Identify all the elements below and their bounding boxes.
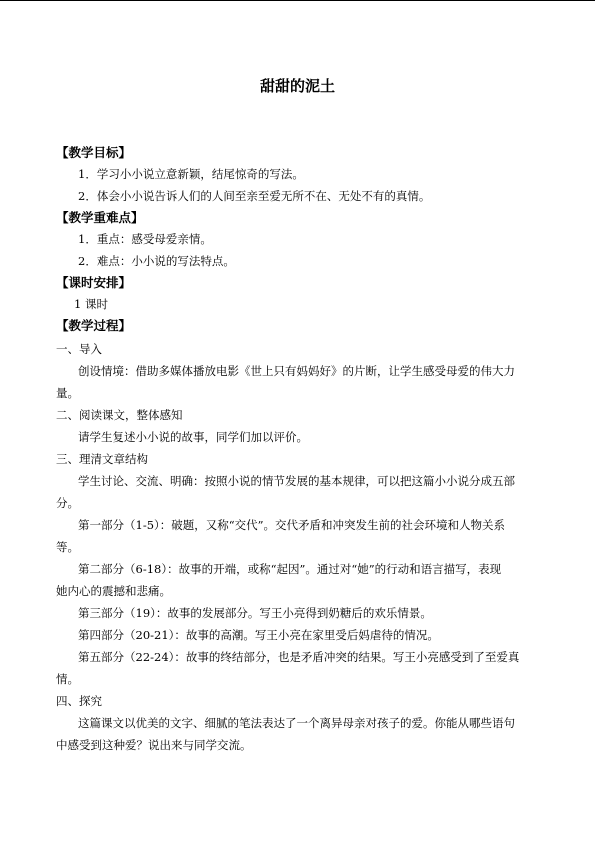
paragraph: 等。: [56, 540, 79, 554]
goal-item: 1．学习小小说立意新颖，结尾惊奇的写法。: [78, 167, 304, 181]
section-title: 四、探究: [56, 694, 102, 708]
paragraph: 第五部分（22-24）：故事的终结部分，也是矛盾冲突的结果。写王小亮感受到了至爱真: [78, 650, 520, 664]
key-points-heading: 【教学重难点】: [56, 210, 144, 225]
goals-heading: 【教学目标】: [56, 145, 132, 160]
paragraph: 中感受到这种爱？说出来与同学交流。: [56, 738, 252, 752]
paragraph: 第四部分（20-21）：故事的高潮。写王小亮在家里受后妈虐待的情况。: [78, 628, 439, 642]
paragraph: 请学生复述小小说的故事，同学们加以评价。: [78, 430, 308, 444]
paragraph: 第一部分（1-5）：破题，又称“交代”。交代矛盾和冲突发生前的社会环境和人物关系: [78, 518, 506, 532]
paragraph: 第二部分（6-18）：故事的开端，或称“起因”。通过对“她”的行动和语言描写，表现: [78, 562, 502, 576]
document-title: 甜甜的泥土: [259, 77, 335, 95]
process-heading: 【教学过程】: [56, 318, 132, 333]
paragraph: 量。: [56, 386, 79, 400]
section-title: 一、导入: [56, 342, 102, 356]
paragraph: 创设情境：借助多媒体播放电影《世上只有妈妈好》的片断，让学生感受母爱的伟大力: [78, 364, 515, 378]
section-title: 二、阅读课文，整体感知: [56, 408, 183, 422]
paragraph: 这篇课文以优美的文字、细腻的笔法表达了一个离异母亲对孩子的爱。你能从哪些语句: [78, 716, 515, 730]
paragraph: 情。: [56, 672, 79, 686]
paragraph: 她内心的震撼和悲痛。: [56, 584, 171, 598]
paragraph: 第三部分（19）：故事的发展部分。写王小亮得到奶糖后的欢乐情景。: [78, 606, 432, 620]
goal-item: 2．体会小小说告诉人们的人间至亲至爱无所不在、无处不有的真情。: [78, 189, 431, 203]
key-point-item: 2．难点：小小说的写法特点。: [78, 254, 235, 268]
paragraph: 分。: [56, 496, 79, 510]
section-title: 三、理清文章结构: [56, 452, 148, 466]
key-point-item: 1．重点：感受母爱亲情。: [78, 232, 212, 246]
schedule-value: 1 课时: [74, 297, 108, 311]
schedule-heading: 【课时安排】: [56, 275, 132, 290]
paragraph: 学生讨论、交流、明确：按照小说的情节发展的基本规律，可以把这篇小小说分成五部: [78, 474, 515, 488]
